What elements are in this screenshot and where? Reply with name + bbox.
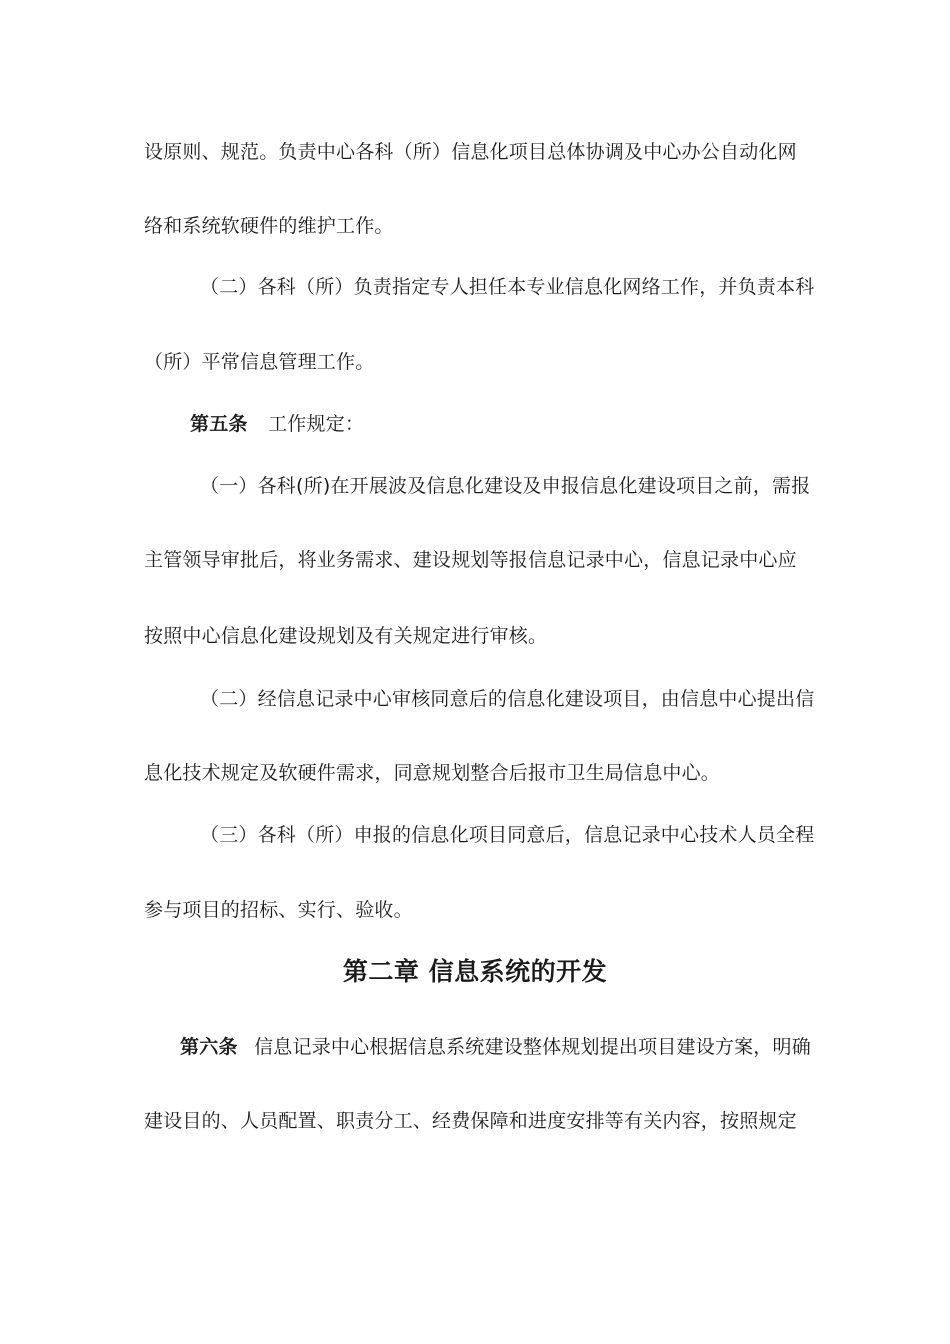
paragraph-line [144, 212, 394, 240]
paragraph-line [144, 759, 720, 787]
paragraph-line [144, 622, 547, 650]
line-text: （二）各科（所）负责指定专人担任本专业信息化网络工作，并负责本科 [200, 276, 815, 298]
line-text: （二）经信息记录中心审核同意后的信息化建设项目，由信息中心提出信 [200, 688, 815, 710]
line-text: 络和系统软硬件的维护工作。 [144, 215, 394, 237]
line-text: 建设目的、人员配置、职责分工、经费保障和进度安排等有关内容，按照规定 [144, 1110, 797, 1132]
line-text: 设原则、规范。负责中心各科（所）信息化项目总体协调及中心办公自动化网 [144, 141, 797, 163]
line-text: 息化技术规定及软硬件需求，同意规划整合后报市卫生局信息中心。 [144, 762, 721, 784]
line-text: 参与项目的招标、实行、验收。 [144, 899, 413, 921]
line-text: 主管领导审批后，将业务需求、建设规划等报信息记录中心，信息记录中心应 [144, 549, 797, 571]
paragraph-line [144, 348, 374, 376]
paragraph-line [200, 685, 814, 713]
line-text: （三）各科（所）申报的信息化项目同意后，信息记录中心技术人员全程 [200, 824, 815, 846]
line-text: 按照中心信息化建设规划及有关规定进行审核。 [144, 625, 548, 647]
article-5-heading [190, 410, 364, 438]
paragraph-line [144, 138, 797, 166]
paragraph-line [200, 472, 810, 500]
article-5-label: 第五条 [190, 413, 248, 435]
paragraph-line [144, 546, 797, 574]
line-text: 工作规定： [268, 413, 365, 435]
line-text: 信息记录中心根据信息系统建设整体规划提出项目建设方案，明确 [254, 1036, 811, 1058]
paragraph-line [200, 821, 814, 849]
article-6-heading [180, 1033, 811, 1061]
line-text: （一）各科(所)在开展波及信息化建设及申报信息化建设项目之前，需报 [200, 475, 811, 497]
paragraph-line [144, 1107, 797, 1135]
paragraph-line [200, 273, 814, 301]
line-text: （所）平常信息管理工作。 [144, 351, 375, 373]
article-6-label: 第六条 [180, 1036, 238, 1058]
paragraph-line [144, 896, 413, 924]
chapter-title: 第二章 信息系统的开发 [342, 957, 608, 986]
